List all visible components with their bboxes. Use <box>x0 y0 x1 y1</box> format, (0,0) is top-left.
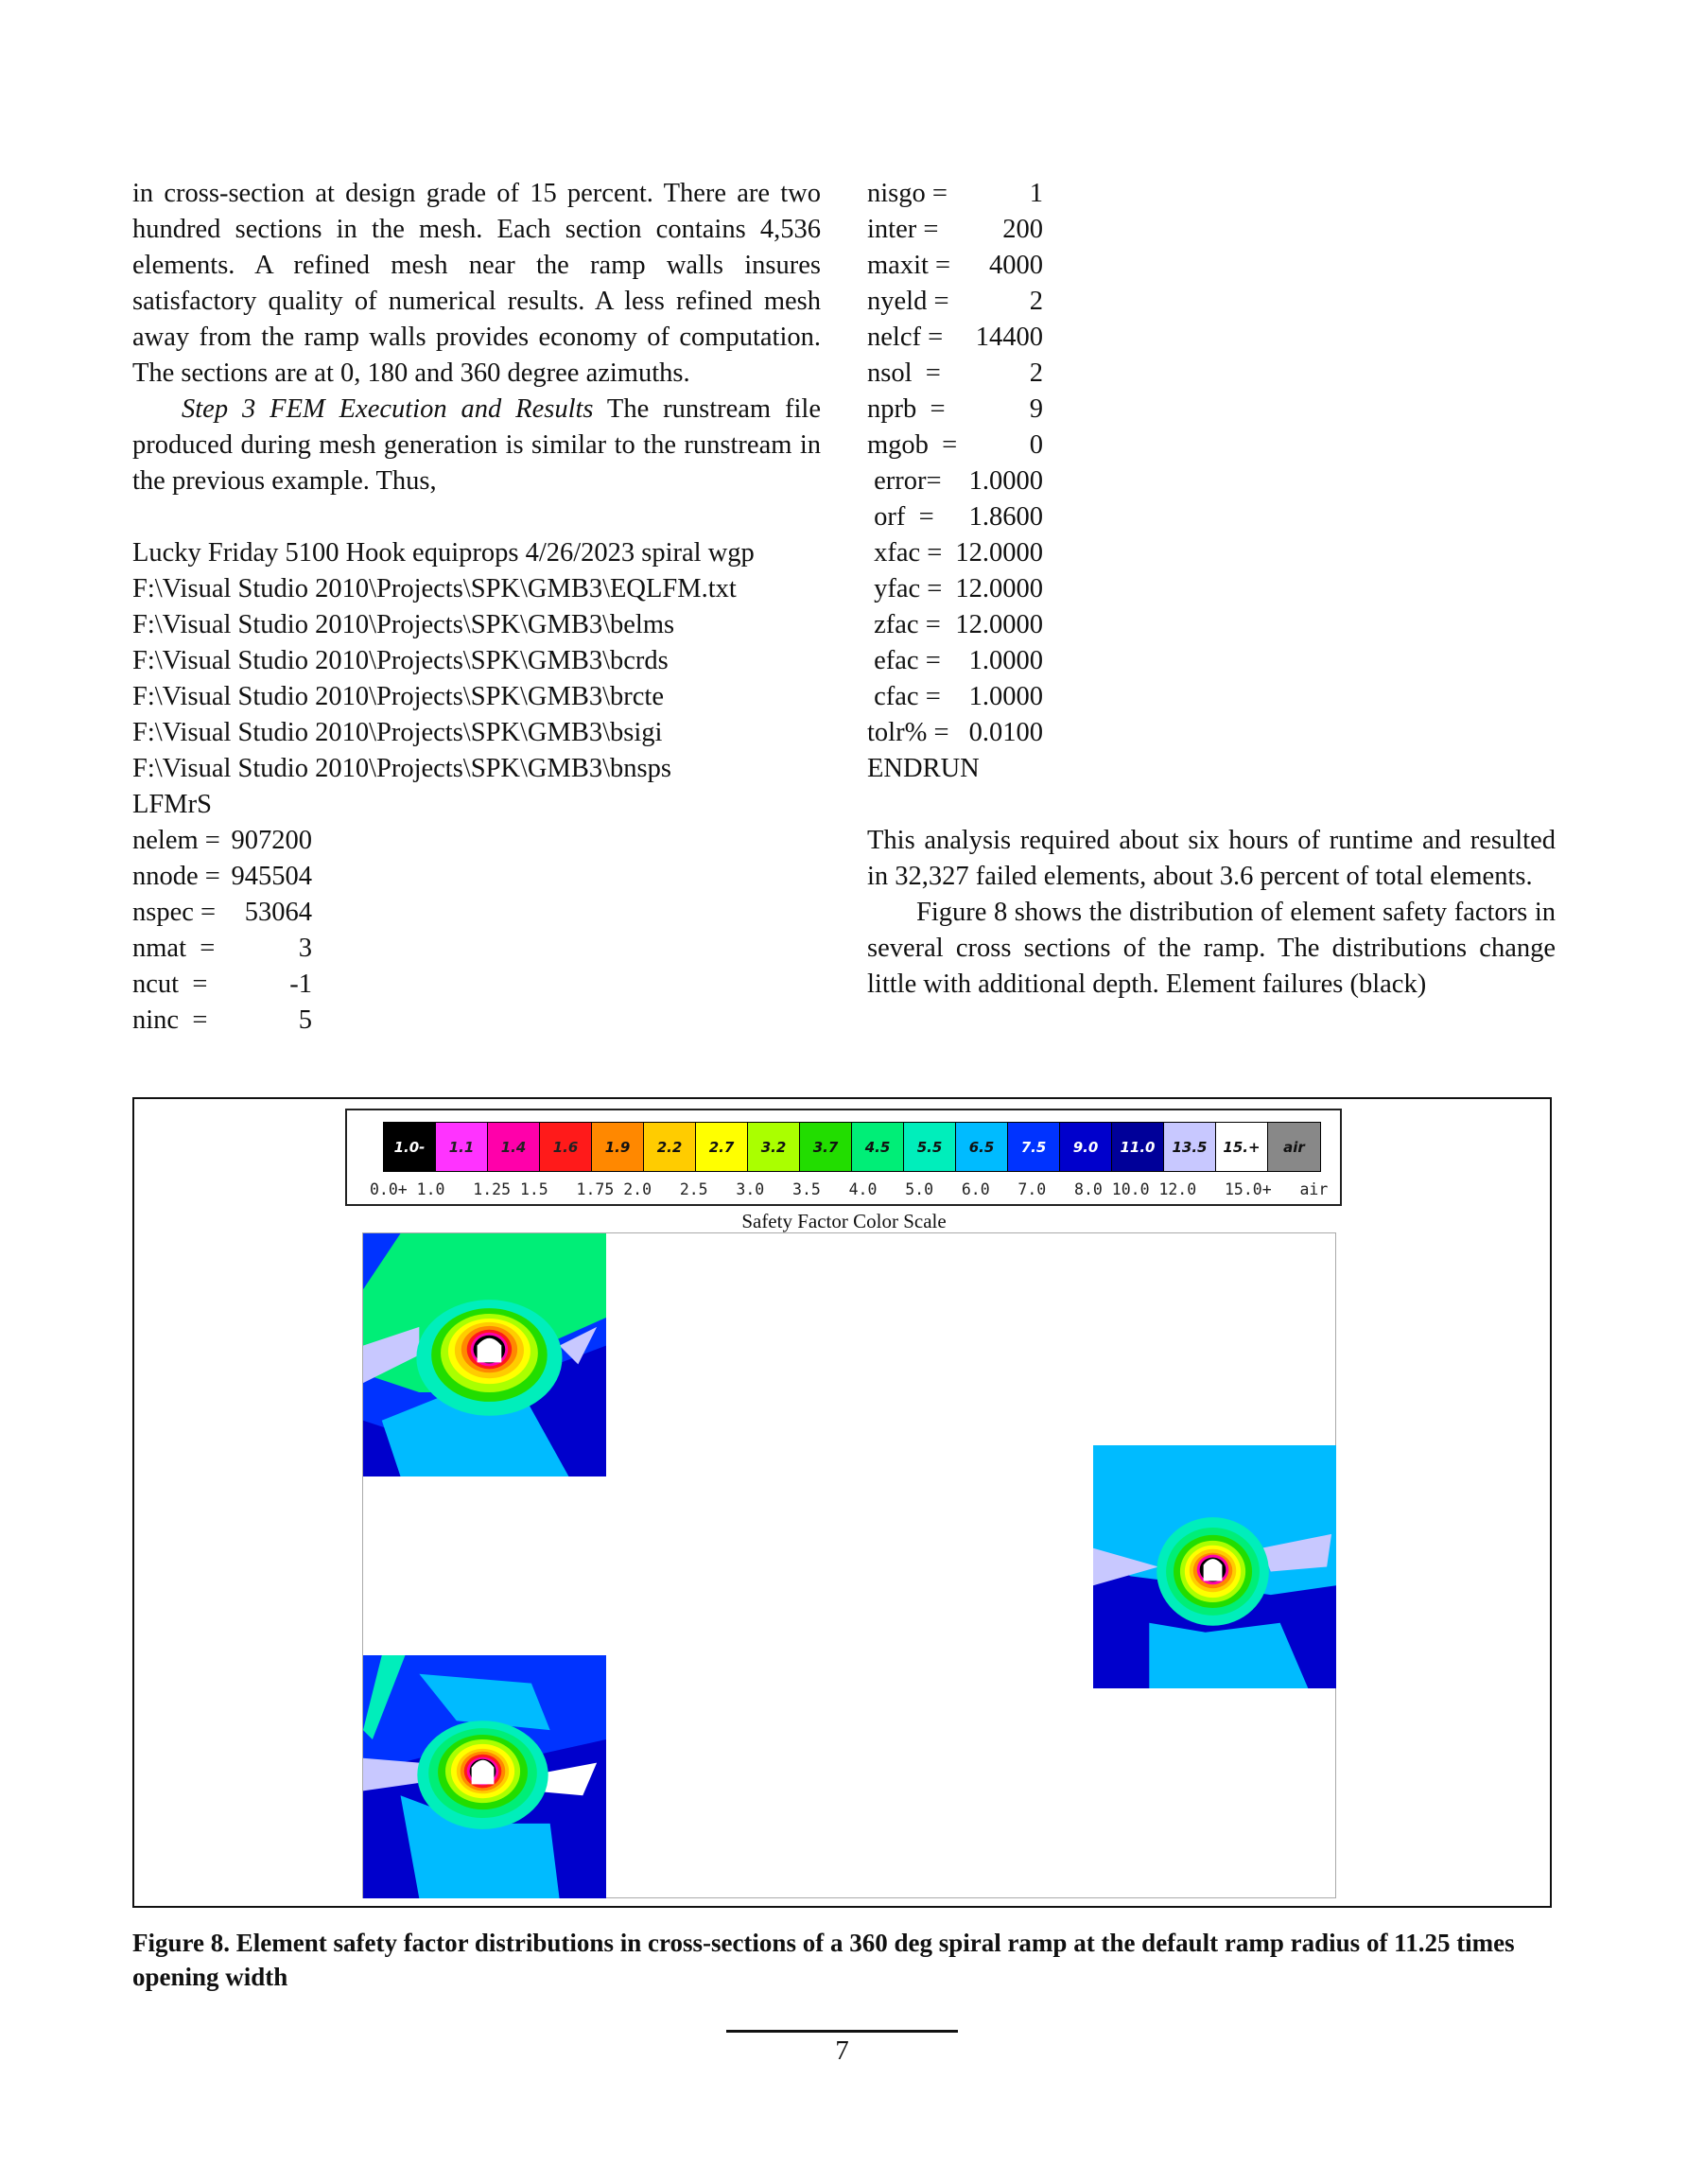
parameter-name: nprb = <box>867 394 946 424</box>
body-paragraph: This analysis required about six hours of runtime and resulted in 32,327 failed elements, about 3.6 percent of total elements. <box>867 826 1556 891</box>
parameter-row <box>867 463 1556 499</box>
parameter-name: nnode = <box>132 862 220 891</box>
parameter-value: 14400 <box>975 323 1043 352</box>
runstream-line: F:\Visual Studio 2010\Projects\SPK\GMB3\EQLFM.txt <box>132 574 737 603</box>
parameter-value: 907200 <box>231 826 312 855</box>
parameter-value: 12.0000 <box>955 610 1043 639</box>
body-paragraph: Figure 8 shows the distribution of element safety factors in several cross sections of the ramp. The distributions change little with additional depth. Element failures (black) <box>867 898 1556 999</box>
parameter-name: error= <box>867 466 942 496</box>
runstream-line: F:\Visual Studio 2010\Projects\SPK\GMB3\brcte <box>132 682 664 711</box>
parameter-row <box>867 428 1556 463</box>
color-swatch: 15.+ <box>1216 1123 1268 1171</box>
parameter-value: 1.0000 <box>968 466 1043 496</box>
parameter-name: nspec = <box>132 898 217 927</box>
parameter-row <box>867 607 1556 643</box>
parameter-value: 4000 <box>989 251 1043 280</box>
parameter-row <box>867 248 1556 284</box>
parameter-name: maxit = <box>867 251 951 280</box>
color-swatch: 1.1 <box>436 1123 488 1171</box>
parameter-row <box>132 931 821 967</box>
parameter-row <box>132 1003 821 1039</box>
parameter-row <box>132 967 821 1003</box>
color-swatch: 3.2 <box>748 1123 800 1171</box>
parameter-value: 12.0000 <box>955 538 1043 568</box>
parameter-value: 0.0100 <box>968 718 1043 747</box>
endrun-line: ENDRUN <box>867 754 980 783</box>
parameter-name: mgob = <box>867 430 958 460</box>
parameter-name: inter = <box>867 215 939 244</box>
parameter-name: nelcf = <box>867 323 944 352</box>
color-scale-ticks: 0.0+ 1.0 1.25 1.5 1.75 2.0 2.5 3.0 3.5 4.0 5.0 6.0 7.0 8.0 10.0 12.0 15.0+ air <box>370 1180 1329 1198</box>
parameter-value: 9 <box>1029 394 1043 424</box>
figure-caption: Figure 8. Element safety factor distributions in cross-sections of a 360 deg spiral ramp at the default ramp radius of 11.25 times opening width <box>132 1929 1515 1991</box>
parameter-value: 53064 <box>244 898 312 927</box>
parameter-name: cfac = <box>867 682 941 711</box>
safety-factor-color-scale <box>345 1109 1342 1206</box>
footer-rule <box>726 2030 958 2033</box>
parameter-row <box>867 320 1556 356</box>
parameter-name: orf = <box>867 502 934 532</box>
parameter-value: 945504 <box>231 862 312 891</box>
parameter-name: nyeld = <box>867 287 949 316</box>
figure-8 <box>132 1097 1552 1908</box>
parameter-row <box>867 284 1556 320</box>
parameter-row <box>867 212 1556 248</box>
right-column <box>867 176 1556 1003</box>
parameter-row <box>867 499 1556 535</box>
parameter-name: ncut = <box>132 970 208 999</box>
runstream-listing <box>132 535 821 823</box>
runstream-parameters <box>867 176 1556 751</box>
color-swatch: 7.5 <box>1008 1123 1060 1171</box>
color-swatch: 2.2 <box>644 1123 696 1171</box>
cross-section-plot-area <box>362 1232 1336 1898</box>
color-swatch: 3.7 <box>800 1123 852 1171</box>
step-text: The runstream file produced during mesh generation is similar to the runstream in the previous example. Thus, <box>132 394 821 496</box>
parameter-row <box>867 392 1556 428</box>
parameter-value: 1 <box>1029 179 1043 208</box>
color-swatch: 1.6 <box>540 1123 592 1171</box>
runstream-line: F:\Visual Studio 2010\Projects\SPK\GMB3\belms <box>132 610 675 639</box>
parameter-value: 1.0000 <box>968 646 1043 675</box>
parameter-name: tolr% = <box>867 718 949 747</box>
body-paragraph <box>132 392 821 499</box>
parameter-value: 0 <box>1029 430 1043 460</box>
parameter-row <box>867 535 1556 571</box>
color-swatch: 4.5 <box>852 1123 904 1171</box>
page-number: 7 <box>835 2035 849 2066</box>
parameter-row <box>867 643 1556 679</box>
parameter-name: xfac = <box>867 538 943 568</box>
parameter-value: 2 <box>1029 287 1043 316</box>
parameter-row <box>867 679 1556 715</box>
parameter-value: 2 <box>1029 358 1043 388</box>
parameter-name: nmat = <box>132 934 216 963</box>
color-swatch: 9.0 <box>1060 1123 1112 1171</box>
parameter-name: zfac = <box>867 610 941 639</box>
color-swatch: 1.9 <box>592 1123 644 1171</box>
runstream-line: F:\Visual Studio 2010\Projects\SPK\GMB3\bsigi <box>132 718 663 747</box>
color-swatch: 2.7 <box>696 1123 748 1171</box>
parameter-name: nsol = <box>867 358 941 388</box>
parameter-name: yfac = <box>867 574 943 603</box>
parameter-row <box>132 859 821 895</box>
color-swatch-row <box>383 1122 1321 1172</box>
left-column <box>132 176 821 1039</box>
parameter-name: nelem = <box>132 826 220 855</box>
color-swatch: 5.5 <box>904 1123 956 1171</box>
parameter-row <box>867 356 1556 392</box>
runstream-line: F:\Visual Studio 2010\Projects\SPK\GMB3\bcrds <box>132 646 669 675</box>
cross-section-180-deg <box>1093 1445 1336 1688</box>
runstream-line: F:\Visual Studio 2010\Projects\SPK\GMB3\bnsps <box>132 754 671 783</box>
color-swatch: 6.5 <box>956 1123 1008 1171</box>
color-swatch: 13.5 <box>1164 1123 1216 1171</box>
color-swatch: 11.0 <box>1112 1123 1164 1171</box>
parameter-name: nisgo = <box>867 179 948 208</box>
runstream-line: LFMrS <box>132 790 212 819</box>
parameter-name: ninc = <box>132 1005 208 1035</box>
runstream-parameters <box>132 823 821 1039</box>
parameter-row <box>867 176 1556 212</box>
parameter-value: 12.0000 <box>955 574 1043 603</box>
parameter-row <box>867 715 1556 751</box>
parameter-row <box>132 895 821 931</box>
parameter-value: -1 <box>289 970 312 999</box>
color-swatch: 1.4 <box>488 1123 540 1171</box>
step-heading: Step 3 FEM Execution and Results <box>182 394 594 424</box>
parameter-value: 3 <box>298 934 312 963</box>
cross-section-360-deg <box>363 1655 606 1898</box>
color-scale-caption: Safety Factor Color Scale <box>741 1210 947 1232</box>
parameter-row <box>132 823 821 859</box>
color-swatch: 1.0- <box>384 1123 436 1171</box>
parameter-row <box>867 571 1556 607</box>
cross-section-0-deg <box>363 1233 606 1476</box>
parameter-value: 5 <box>298 1005 312 1035</box>
body-paragraph: in cross-section at design grade of 15 percent. There are two hundred sections in the mesh. Each section contains 4,536 elements. A refined mesh near the ramp walls insures satisfactory quality of numerical results. A less refined mesh away from the ramp walls provides economy of computation. The sections are at 0, 180 and 360 degree azimuths. <box>132 179 821 388</box>
parameter-value: 1.0000 <box>968 682 1043 711</box>
color-swatch: air <box>1268 1123 1320 1171</box>
parameter-value: 200 <box>1002 215 1043 244</box>
runstream-line: Lucky Friday 5100 Hook equiprops 4/26/2023 spiral wgp <box>132 538 755 568</box>
parameter-name: efac = <box>867 646 941 675</box>
parameter-value: 1.8600 <box>968 502 1043 532</box>
